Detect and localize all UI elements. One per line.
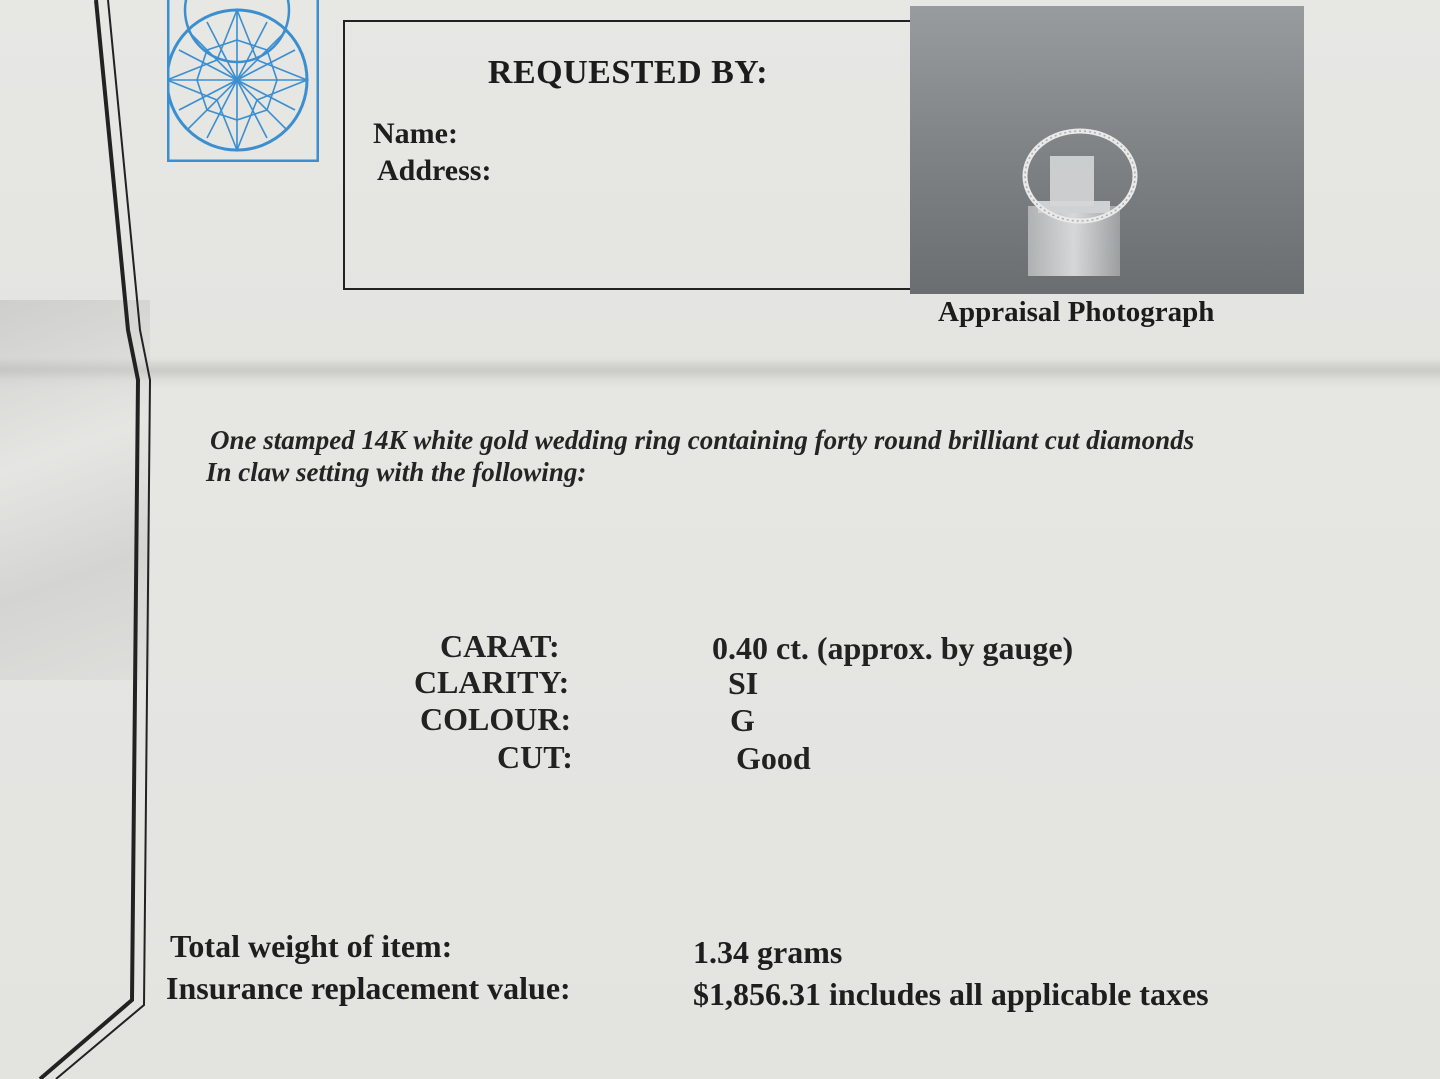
- appraisal-photo: [910, 6, 1304, 294]
- document-border: [0, 0, 160, 1079]
- ring-on-stand-image: [910, 6, 1304, 294]
- colour-label: COLOUR:: [420, 701, 572, 737]
- cut-value: Good: [736, 740, 811, 776]
- clarity-label: CLARITY:: [414, 664, 570, 700]
- photo-caption: Appraisal Photograph: [938, 296, 1215, 328]
- total-weight-value: 1.34 grams: [693, 934, 843, 970]
- insurance-value-label: Insurance replacement value:: [166, 970, 571, 1006]
- cut-label: CUT:: [497, 739, 573, 775]
- name-label: Name:: [373, 117, 458, 150]
- requested-by-title: REQUESTED BY:: [487, 54, 769, 91]
- description-line-2: In claw setting with the following:: [206, 457, 587, 487]
- colour-value: G: [730, 702, 755, 738]
- carat-value: 0.40 ct. (approx. by gauge): [712, 630, 1074, 666]
- address-label: Address:: [377, 154, 492, 187]
- description-line-1: One stamped 14K white gold wedding ring containing forty round brilliant cut diamonds: [210, 425, 1195, 455]
- diamond-logo-icon: [167, 0, 319, 162]
- insurance-value: $1,856.31 includes all applicable taxes: [693, 976, 1209, 1012]
- requested-by-box: [343, 20, 913, 290]
- total-weight-label: Total weight of item:: [170, 928, 453, 964]
- paper-fold: [0, 358, 1440, 380]
- carat-label: CARAT:: [440, 628, 560, 664]
- clarity-value: SI: [728, 665, 759, 701]
- item-description: [206, 424, 1195, 488]
